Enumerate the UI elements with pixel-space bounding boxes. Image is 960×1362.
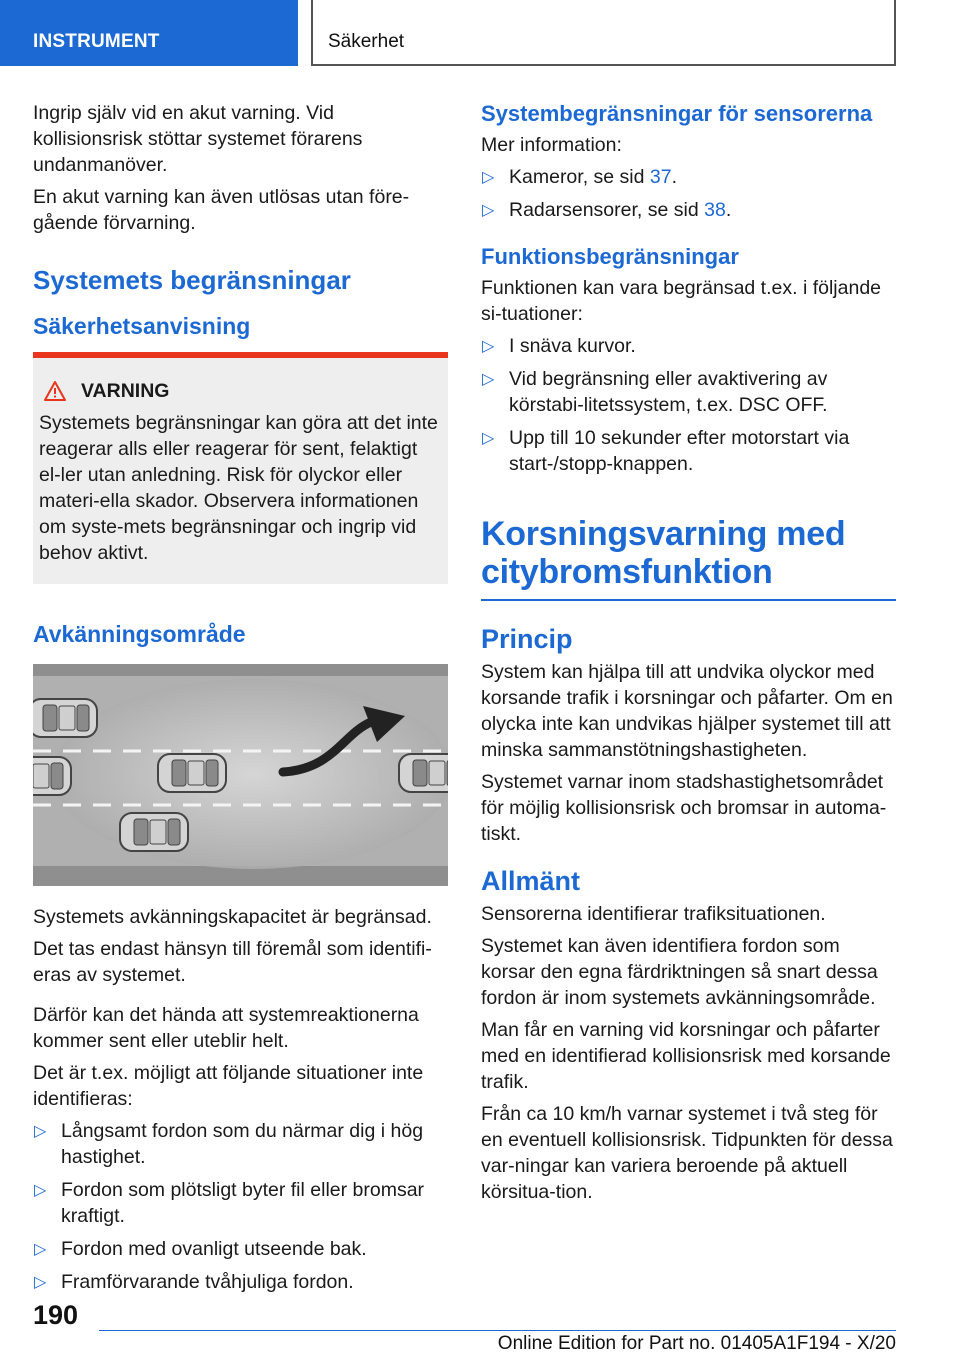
heading-principle: Princip bbox=[481, 624, 573, 654]
list-item: ▷ Långsamt fordon som du närmar dig i hög hastighet. bbox=[34, 1120, 424, 1168]
heading-function-limits: Funktionsbegränsningar bbox=[481, 244, 739, 269]
bullet-triangle-icon: ▷ bbox=[482, 430, 495, 447]
chapter-tab: INSTRUMENT bbox=[0, 0, 298, 66]
warning-title bbox=[39, 378, 440, 404]
footer-divider bbox=[99, 1330, 896, 1331]
warning-box bbox=[33, 352, 448, 584]
general-paragraph: Från ca 10 km/h varnar systemet i två steg för en eventuell kollisionsrisk. Tidpunkten för dessa var-ningar kan variera beroende på aktuell körsitua-tion. bbox=[481, 1103, 893, 1203]
bullet-triangle-icon: ▷ bbox=[482, 338, 495, 355]
function-limits-list bbox=[481, 333, 896, 477]
edition-note: Online Edition for Part no. 01405A1F194 - X/20 bbox=[497, 1333, 896, 1354]
detection-paragraph: Systemets avkänningskapacitet är begränsad. bbox=[33, 906, 432, 928]
bullet-triangle-icon: ▷ bbox=[34, 1182, 47, 1199]
list-item: ▷ Framförvarande tvåhjuliga fordon. bbox=[33, 1269, 448, 1295]
page-link-38[interactable]: 38 bbox=[704, 199, 726, 221]
list-item: ▷ Kameror, se sid 37. bbox=[481, 164, 896, 190]
reference-list bbox=[481, 164, 896, 223]
bullet-triangle-icon: ▷ bbox=[482, 169, 495, 186]
bullet-triangle-icon: ▷ bbox=[482, 202, 495, 219]
more-info-label: Mer information: bbox=[481, 134, 622, 156]
heading-general: Allmänt bbox=[481, 866, 581, 896]
list-item: ▷ Radarsensorer, se sid 38. bbox=[481, 197, 896, 223]
bullet-triangle-icon: ▷ bbox=[34, 1241, 47, 1258]
unidentified-situations-list bbox=[33, 1118, 448, 1295]
heading-detection-area: Avkänningsområde bbox=[33, 621, 246, 647]
left-column bbox=[33, 100, 448, 1302]
bullet-triangle-icon: ▷ bbox=[482, 371, 495, 388]
general-paragraph: Systemet kan även identifiera fordon som korsar den egna färdriktningen så snart dessa fordon är inom systemets avkänningsområde. bbox=[481, 935, 878, 1009]
list-item: ▷ Fordon som plötsligt byter fil eller bromsar kraftigt. bbox=[34, 1179, 425, 1227]
list-item: ▷ Upp till 10 sekunder efter motorstart via start-/stopp-knappen. bbox=[482, 427, 850, 475]
heading-system-limits: Systemets begränsningar bbox=[33, 265, 351, 295]
bullet-triangle-icon: ▷ bbox=[34, 1123, 47, 1140]
page-number: 190 bbox=[33, 1300, 79, 1330]
principle-paragraph: Systemet varnar inom stadshastighetsområdet för möjlig kollisionsrisk och bromsar in automa-tiskt. bbox=[481, 771, 887, 845]
bullet-triangle-icon: ▷ bbox=[34, 1274, 47, 1291]
right-column bbox=[481, 100, 896, 1211]
detection-paragraph: Det tas endast hänsyn till föremål som identifi-eras av systemet. bbox=[33, 938, 432, 986]
function-paragraph: Funktionen kan vara begränsad t.ex. i följande si-tuationer: bbox=[481, 277, 882, 325]
heading-safety-notice: Säkerhetsanvisning bbox=[33, 313, 251, 339]
general-paragraph: Sensorerna identifierar trafiksituationen. bbox=[481, 903, 826, 925]
warning-triangle-icon bbox=[43, 380, 67, 402]
principle-paragraph: System kan hjälpa till att undvika olyckor med korsande trafik i korsningar och påfarter. Om en olycka inte kan undvikas hjälper systemet till att minska sammanstötningshastigheten. bbox=[481, 661, 893, 761]
heading-sensor-limits: Systembegränsningar för sensorerna bbox=[481, 101, 873, 126]
intro-paragraph: En akut varning kan även utlösas utan före-gående förvarning. bbox=[33, 186, 410, 234]
heading-cross-traffic-warning: Korsningsvarning med citybromsfunktion bbox=[481, 515, 896, 601]
section-title: Säkerhet bbox=[311, 0, 896, 66]
general-paragraph: Man får en varning vid korsningar och påfarter med en identifierad kollisionsrisk med korsande trafik. bbox=[481, 1019, 891, 1093]
list-item: ▷ Vid begränsning eller avaktivering av körstabi-litetssystem, t.ex. DSC OFF. bbox=[482, 368, 828, 416]
detection-area-illustration bbox=[33, 664, 448, 886]
intro-paragraph: Ingrip själv vid en akut varning. Vid kollisionsrisk stöttar systemet förarens undanmanöver. bbox=[33, 102, 363, 176]
list-item: ▷ I snäva kurvor. bbox=[481, 333, 896, 359]
detection-paragraph: Därför kan det hända att systemreaktionerna kommer sent eller uteblir helt. bbox=[33, 1004, 419, 1052]
warning-title-label: VARNING bbox=[81, 380, 170, 402]
list-item: ▷ Fordon med ovanligt utseende bak. bbox=[33, 1236, 448, 1262]
page-link-37[interactable]: 37 bbox=[649, 166, 672, 188]
detection-paragraph: Det är t.ex. möjligt att följande situationer inte identifieras: bbox=[33, 1062, 424, 1110]
warning-text: Systemets begränsningar kan göra att det inte reagerar alls eller reagerar för sent, felaktigt el-ler utan anledning. Risk för olyckor eller materi-ella skador. Observera informationen om syste-mets begränsningar och ingrip vid behov aktivt. bbox=[39, 412, 438, 564]
